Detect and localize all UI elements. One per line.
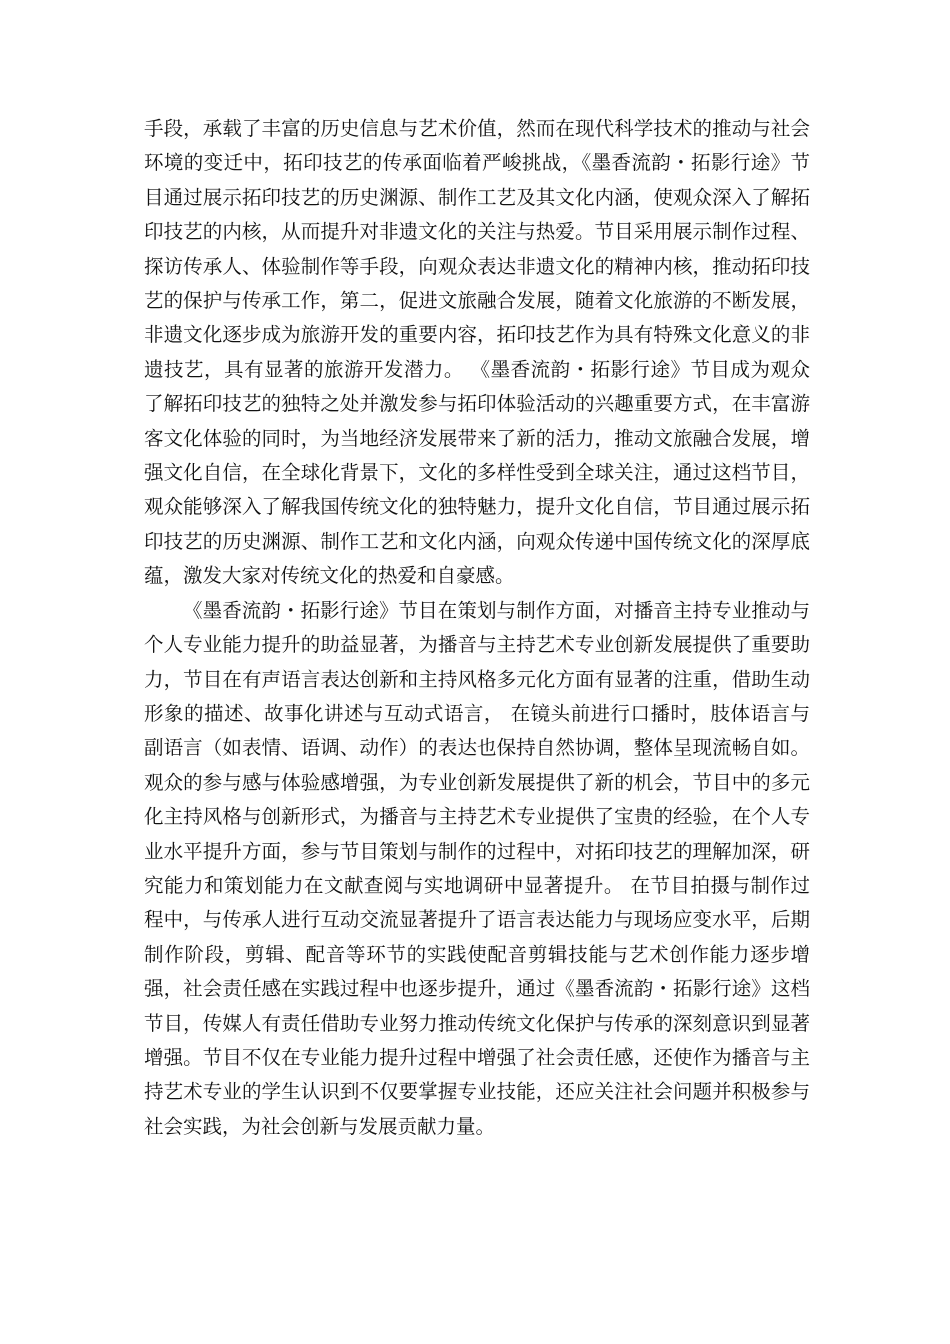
document-page	[144, 112, 810, 1144]
body-paragraph-2: 《墨香流韵・拓影行途》节目在策划与制作方面，对播音主持专业推动与个人专业能力提升的助益显著，为播音与主持艺术专业创新发展提供了重要助力，节目在有声语言表达创新和主持风格多元化方面有显著的注重，借助生动形象的描述、故事化讲述与互动式语言， 在镜头前进行口播时，肢体语言与副语言（如表情、语调、动作）的表达也保持自然协调，整体呈现流畅自如。观众的参与感与体验感增强，为专业创新发展提供了新的机会，节目中的多元化主持风格与创新形式，为播音与主持艺术专业提供了宝贵的经验，在个人专业水平提升方面，参与节目策划与制作的过程中，对拓印技艺的理解加深，研究能力和策划能力在文献查阅与实地调研中显著提升。 在节目拍摄与制作过程中，与传承人进行互动交流显著提升了语言表达能力与现场应变水平，后期制作阶段，剪辑、配音等环节的实践使配音剪辑技能与艺术创作能力逐步增强，社会责任感在实践过程中也逐步提升，通过《墨香流韵・拓影行途》这档节目，传媒人有责任借助专业努力推动传统文化保护与传承的深刻意识到显著增强。节目不仅在专业能力提升过程中增强了社会责任感，还使作为播音与主持艺术专业的学生认识到不仅要掌握专业技能，还应关注社会问题并积极参与社会实践，为社会创新与发展贡献力量。	[144, 598, 810, 1138]
body-paragraph-1: 手段，承载了丰富的历史信息与艺术价值，然而在现代科学技术的推动与社会环境的变迁中，拓印技艺的传承面临着严峻挑战，《墨香流韵・拓影行途》节目通过展示拓印技艺的历史渊源、制作工艺及其文化内涵，使观众深入了解拓印技艺的内核，从而提升对非遗文化的关注与热爱。节目采用展示制作过程、探访传承人、体验制作等手段，向观众表达非遗文化的精神内核，推动拓印技艺的保护与传承工作，第二，促进文旅融合发展，随着文化旅游的不断发展，非遗文化逐步成为旅游开发的重要内容，拓印技艺作为具有特殊文化意义的非遗技艺，具有显著的旅游开发潜力。 《墨香流韵・拓影行途》节目成为观众了解拓印技艺的独特之处并激发参与拓印体验活动的兴趣重要方式，在丰富游客文化体验的同时，为当地经济发展带来了新的活力，推动文旅融合发展，增强文化自信，在全球化背景下，文化的多样性受到全球关注，通过这档节目，观众能够深入了解我国传统文化的独特魅力，提升文化自信，节目通过展示拓印技艺的历史渊源、制作工艺和文化内涵，向观众传递中国传统文化的深厚底蕴，激发大家对传统文化的热爱和自豪感。	[144, 117, 810, 588]
